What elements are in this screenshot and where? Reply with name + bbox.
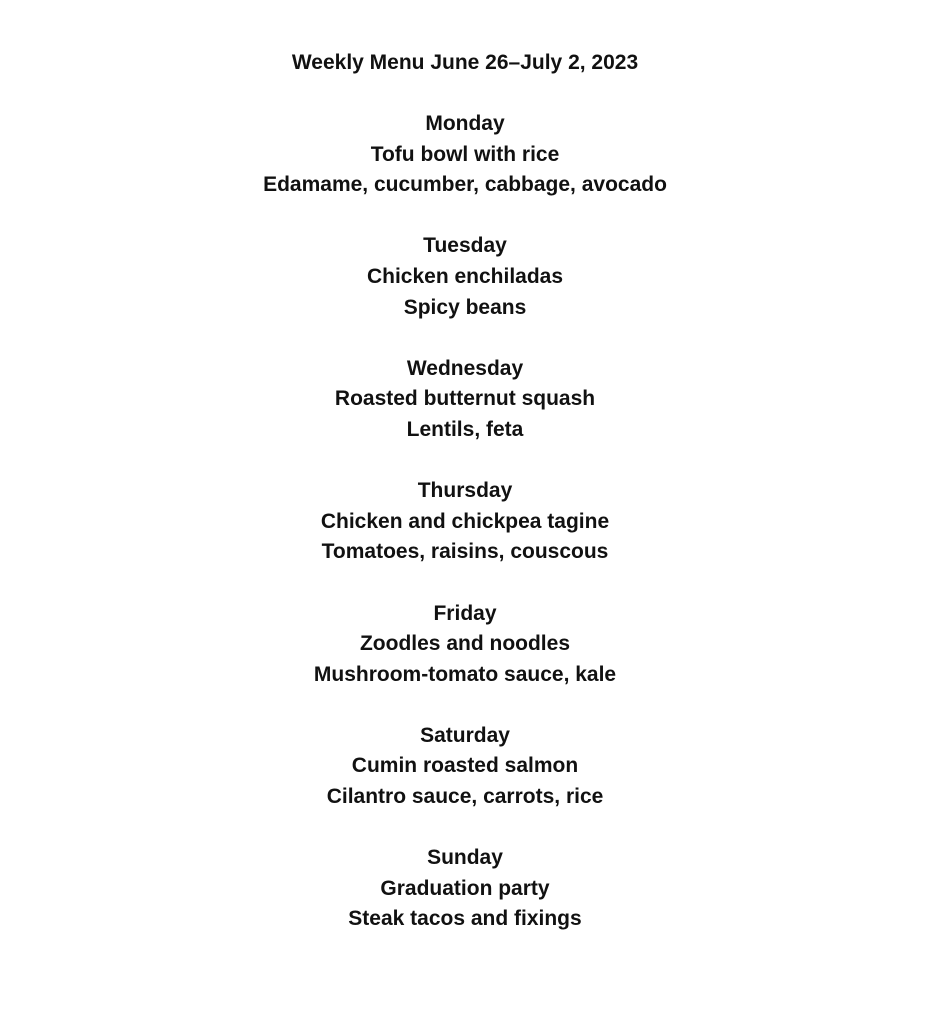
main-dish: Graduation party: [380, 876, 550, 900]
main-dish: Zoodles and noodles: [359, 632, 570, 656]
side-dishes: Spicy beans: [403, 295, 527, 319]
day-name: Tuesday: [423, 234, 507, 258]
menu-title: Weekly Menu June 26–July 2, 2023: [291, 51, 639, 74]
day-entry-thursday: [0, 476, 930, 568]
main-dish: Tofu bowl with rice: [370, 142, 560, 166]
day-entry-friday: [0, 599, 930, 691]
day-entry-tuesday: [0, 231, 930, 323]
day-name: Monday: [425, 112, 505, 135]
side-dishes: Edamame, cucumber, cabbage, avocado: [263, 173, 667, 197]
day-name: Sunday: [427, 846, 503, 870]
main-dish: Chicken enchiladas: [366, 264, 564, 288]
side-dishes: Tomatoes, raisins, couscous: [321, 540, 609, 564]
side-dishes: Steak tacos and fixings: [348, 907, 582, 931]
main-dish: Roasted butternut squash: [334, 387, 596, 411]
day-name: Saturday: [420, 723, 510, 747]
main-dish: Cumin roasted salmon: [351, 754, 579, 778]
side-dishes: Mushroom-tomato sauce, kale: [313, 662, 617, 686]
day-entry-wednesday: [0, 354, 930, 446]
day-name: Thursday: [417, 479, 513, 503]
side-dishes: Cilantro sauce, carrots, rice: [326, 785, 604, 809]
day-entry-monday: [0, 109, 930, 201]
day-name: Wednesday: [406, 356, 524, 380]
day-name: Friday: [433, 601, 497, 625]
side-dishes: Lentils, feta: [406, 417, 524, 441]
day-entry-saturday: [0, 721, 930, 813]
main-dish: Chicken and chickpea tagine: [320, 509, 610, 533]
day-entry-sunday: [0, 843, 930, 935]
day-list: [0, 109, 930, 966]
